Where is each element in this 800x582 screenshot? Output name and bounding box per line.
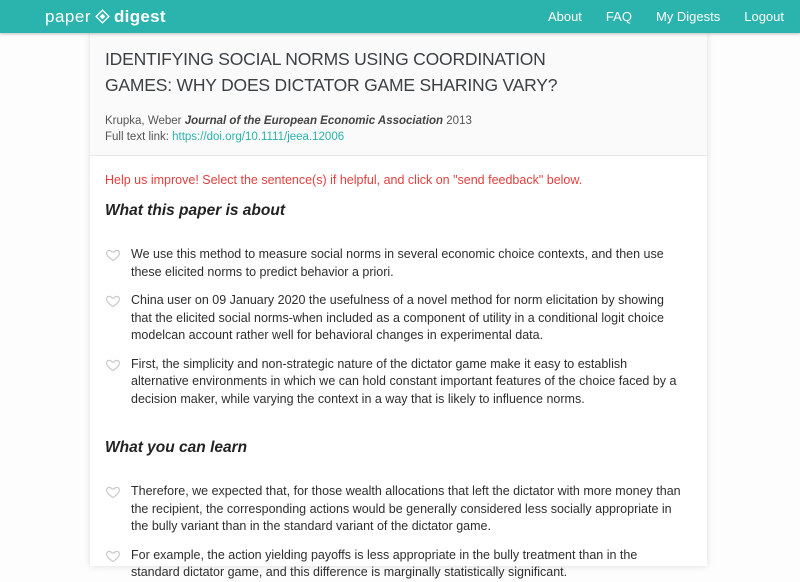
full-text-link-line <box>105 129 687 145</box>
learn-sentence-list <box>105 483 687 582</box>
paper-citation-line <box>105 113 687 129</box>
paper-authors: Krupka, Weber <box>105 115 182 127</box>
heart-favorite-icon[interactable] <box>105 357 121 373</box>
paper-title: IDENTIFYING SOCIAL NORMS USING COORDINATION GAMES: WHY DOES DICTATOR GAME SHARING VARY? <box>105 49 558 95</box>
paper-year: 2013 <box>446 115 472 127</box>
full-text-doi-link[interactable]: https://doi.org/10.1111/jeea.12006 <box>172 131 345 143</box>
section-heading-about: What this paper is about <box>105 202 285 219</box>
paper-digest-logo[interactable] <box>45 7 166 27</box>
paper-journal: Journal of the European Economic Association <box>184 115 444 127</box>
sentence-item <box>105 356 687 409</box>
sentence-item <box>105 483 687 536</box>
feedback-instruction-text: Help us improve! Select the sentence(s) if helpful, and click on "send feedback" below. <box>105 173 583 187</box>
logo-text-paper: paper <box>45 6 91 26</box>
sentence-text[interactable]: Therefore, we expected that, for those wealth allocations that left the dictator with more money than the recipient, the corresponding actions would be generally considered less socially appropriate in the bully variant than in the standard variant of the dictator game. <box>131 484 681 533</box>
heart-favorite-icon[interactable] <box>105 247 121 263</box>
paper-header-section <box>90 33 707 156</box>
nav-faq-link[interactable]: FAQ <box>605 9 632 24</box>
sentence-item <box>105 292 687 345</box>
top-nav-links <box>548 9 784 24</box>
section-heading-learn: What you can learn <box>105 439 248 456</box>
sentence-item <box>105 547 687 582</box>
about-sentence-list <box>105 246 687 408</box>
heart-favorite-icon[interactable] <box>105 484 121 500</box>
paper-body-section <box>90 156 707 582</box>
diamond-gem-icon <box>95 9 110 24</box>
sentence-text[interactable]: China user on 09 January 2020 the usefulness of a novel method for norm elicitation by showing that the elicited social norms-when included as a component of utility in a conditional logit choice modelcan account rather well for behavioral changes in experimental data. <box>131 293 664 342</box>
top-navigation-bar <box>0 0 800 33</box>
logo-text-digest: digest <box>113 6 166 26</box>
sentence-item <box>105 246 687 281</box>
sentence-text[interactable]: First, the simplicity and non-strategic nature of the dictator game make it easy to establish alternative environments in which we can hold constant important features of the choice faced by a decision maker, while varying the context in a way that is likely to influence norms. <box>131 356 677 406</box>
sentence-text[interactable]: We use this method to measure social norms in several economic choice contexts, and then use these elicited norms to predict behavior a priori. <box>131 247 664 279</box>
sentence-text[interactable]: For example, the action yielding payoffs is less appropriate in the bully treatment than in the standard dictator game, and this difference is marginally statistically significant. <box>131 547 638 579</box>
nav-my-digests-link[interactable]: My Digests <box>655 9 721 24</box>
nav-about-link[interactable]: About <box>547 9 582 24</box>
heart-favorite-icon[interactable] <box>105 293 121 309</box>
paper-digest-card <box>90 33 707 579</box>
heart-favorite-icon[interactable] <box>105 548 121 564</box>
nav-logout-link[interactable]: Logout <box>744 9 784 24</box>
full-text-label: Full text link: <box>105 131 169 143</box>
